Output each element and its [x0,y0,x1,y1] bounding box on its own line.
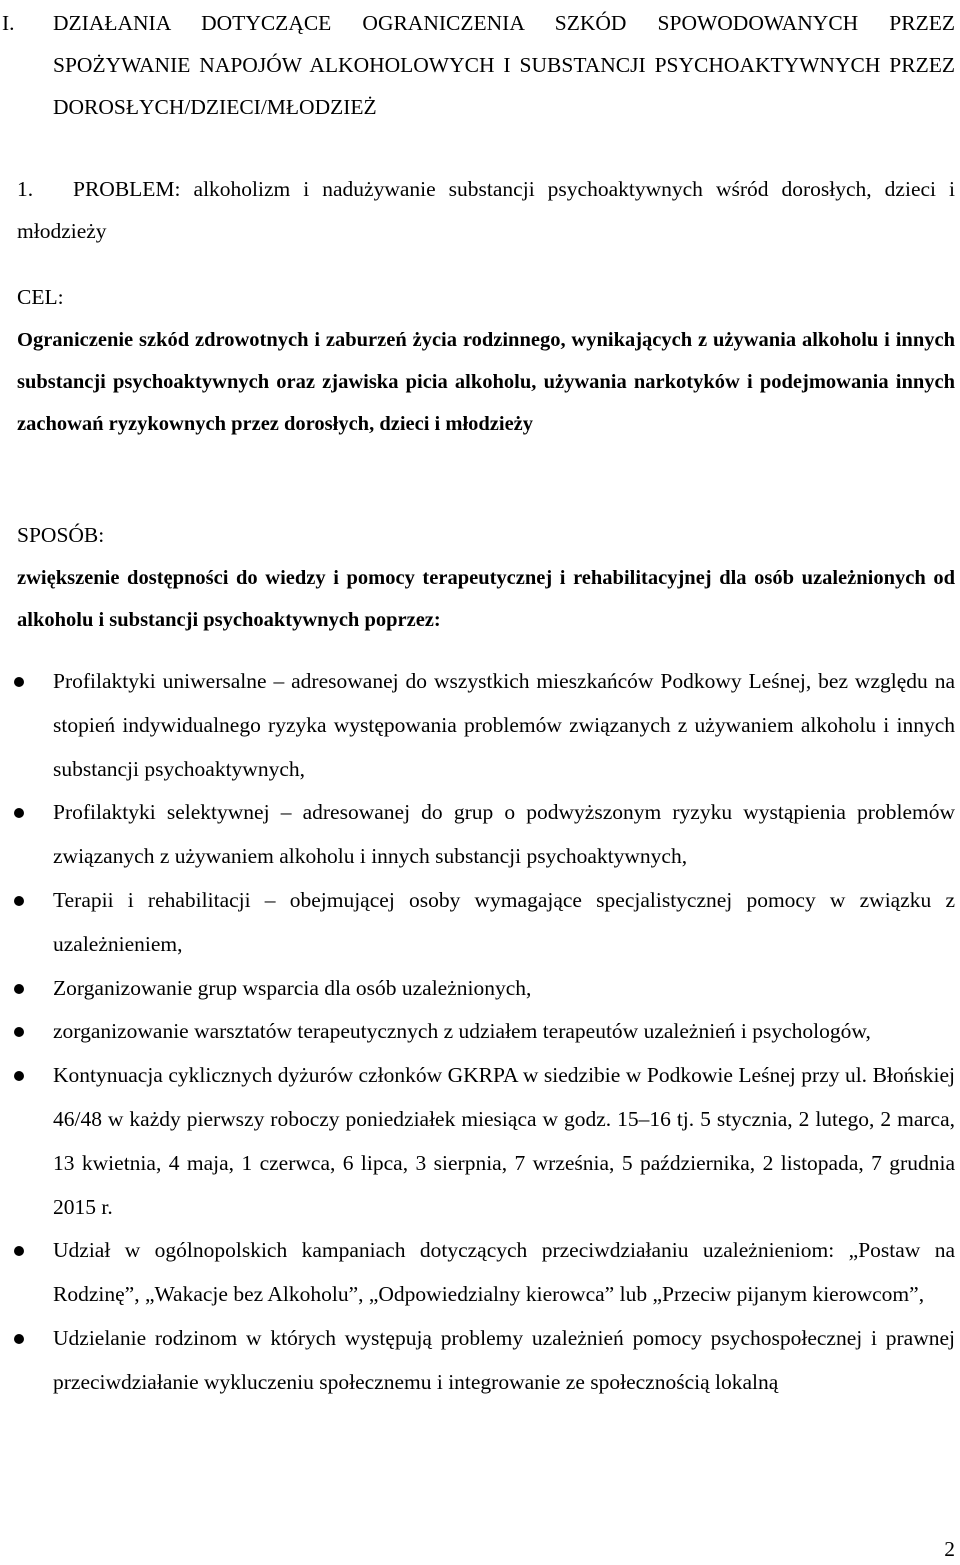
method-text: zwiększenie dostępności do wiedzy i pomocy terapeutycznej i rehabilitacyjnej dla osób uzależnionych od alkoholu i substancji psychoaktywnych poprzez: [17,567,955,631]
problem-statement [17,168,955,252]
list-item-text: Terapii i rehabilitacji – obejmującej osoby wymagające specjalistycznej pomocy w związku z uzależnieniem, [53,887,955,956]
list-item-text: Udzielanie rodzinom w których występują problemy uzależnień pomocy psychospołecznej i prawnej przeciwdziałanie wykluczeniu społecznemu i integrowanie ze społecznością lokalną [53,1325,955,1394]
bullet-icon [14,1246,24,1256]
bullet-icon [14,808,24,818]
list-item [0,791,955,879]
list-item-text: Profilaktyki uniwersalne – adresowanej do wszystkich mieszkańców Podkowy Leśnej, bez względu na stopień indywidualnego ryzyka występowania problemów związanych z używaniem alkoholu i innych substancji psychoaktywnych, [53,669,955,781]
list-item [0,967,955,1011]
section-number: I. [2,11,15,35]
goal-label: CEL: [17,285,64,309]
bullet-icon [14,1334,24,1344]
problem-text: PROBLEM: alkoholizm i nadużywanie substancji psychoaktywnych wśród dorosłych, dzieci i młodzieży [17,177,955,243]
bullet-icon [14,1071,24,1081]
list-item [0,879,955,967]
bullet-icon [14,984,24,994]
list-item-text: Zorganizowanie grup wsparcia dla osób uzależnionych, [53,975,532,1000]
list-item [0,1054,955,1229]
goal-text: Ograniczenie szkód zdrowotnych i zaburzeń życia rodzinnego, wynikających z używania alkoholu i innych substancji psychoaktywnych oraz zjawiska picia alkoholu, używania narkotyków i podejmowania innych zachowań ryzykownych przez dorosłych, dzieci i młodzieży [17,329,955,435]
list-item [0,660,955,791]
bullet-icon [14,1027,24,1037]
list-item-text: zorganizowanie warsztatów terapeutycznych z udziałem terapeutów uzależnień i psychologów, [53,1019,871,1044]
problem-number: 1. [17,177,34,201]
list-item [0,1317,955,1405]
section-title: DZIAŁANIA DOTYCZĄCE OGRANICZENIA SZKÓD SPOWODOWANYCH PRZEZ SPOŻYWANIE NAPOJÓW ALKOHOLOWYCH I SUBSTANCJI PSYCHOAKTYWNYCH PRZEZ DOROSŁYCH/DZIECI/MŁODZIEŻ [53,11,955,119]
bullet-icon [14,677,24,687]
list-item [0,1229,955,1317]
list-item-text: Udział w ogólnopolskich kampaniach dotyczących przeciwdziałaniu uzależnieniom: „Postaw na Rodzinę”, „Wakacje bez Alkoholu”, „Odpowiedzialny kierowca” lub „Przeciw pijanym kierowcom”, [53,1238,955,1307]
actions-list [0,660,960,1405]
list-item [0,1010,955,1054]
list-item-text: Kontynuacja cyklicznych dyżurów członków GKRPA w siedzibie w Podkowie Leśnej przy ul. Błońskiej 46/48 w każdy pierwszy roboczy poniedziałek miesiąca w godz. 15–16 tj. 5 stycznia, 2 lutego, 2 marca, 13 kwietnia, 4 maja, 1 czerwca, 6 lipca, 3 sierpnia, 7 września, 5 października, 2 listopada, 7 grudnia 2015 r. [53,1063,955,1219]
list-item-text: Profilaktyki selektywnej – adresowanej do grup o podwyższonym ryzyku wystąpienia problemów związanych z używaniem alkoholu i innych substancji psychoaktywnych, [53,800,955,869]
bullet-icon [14,896,24,906]
page-number: 2 [944,1537,955,1561]
method-label: SPOSÓB: [17,523,105,547]
